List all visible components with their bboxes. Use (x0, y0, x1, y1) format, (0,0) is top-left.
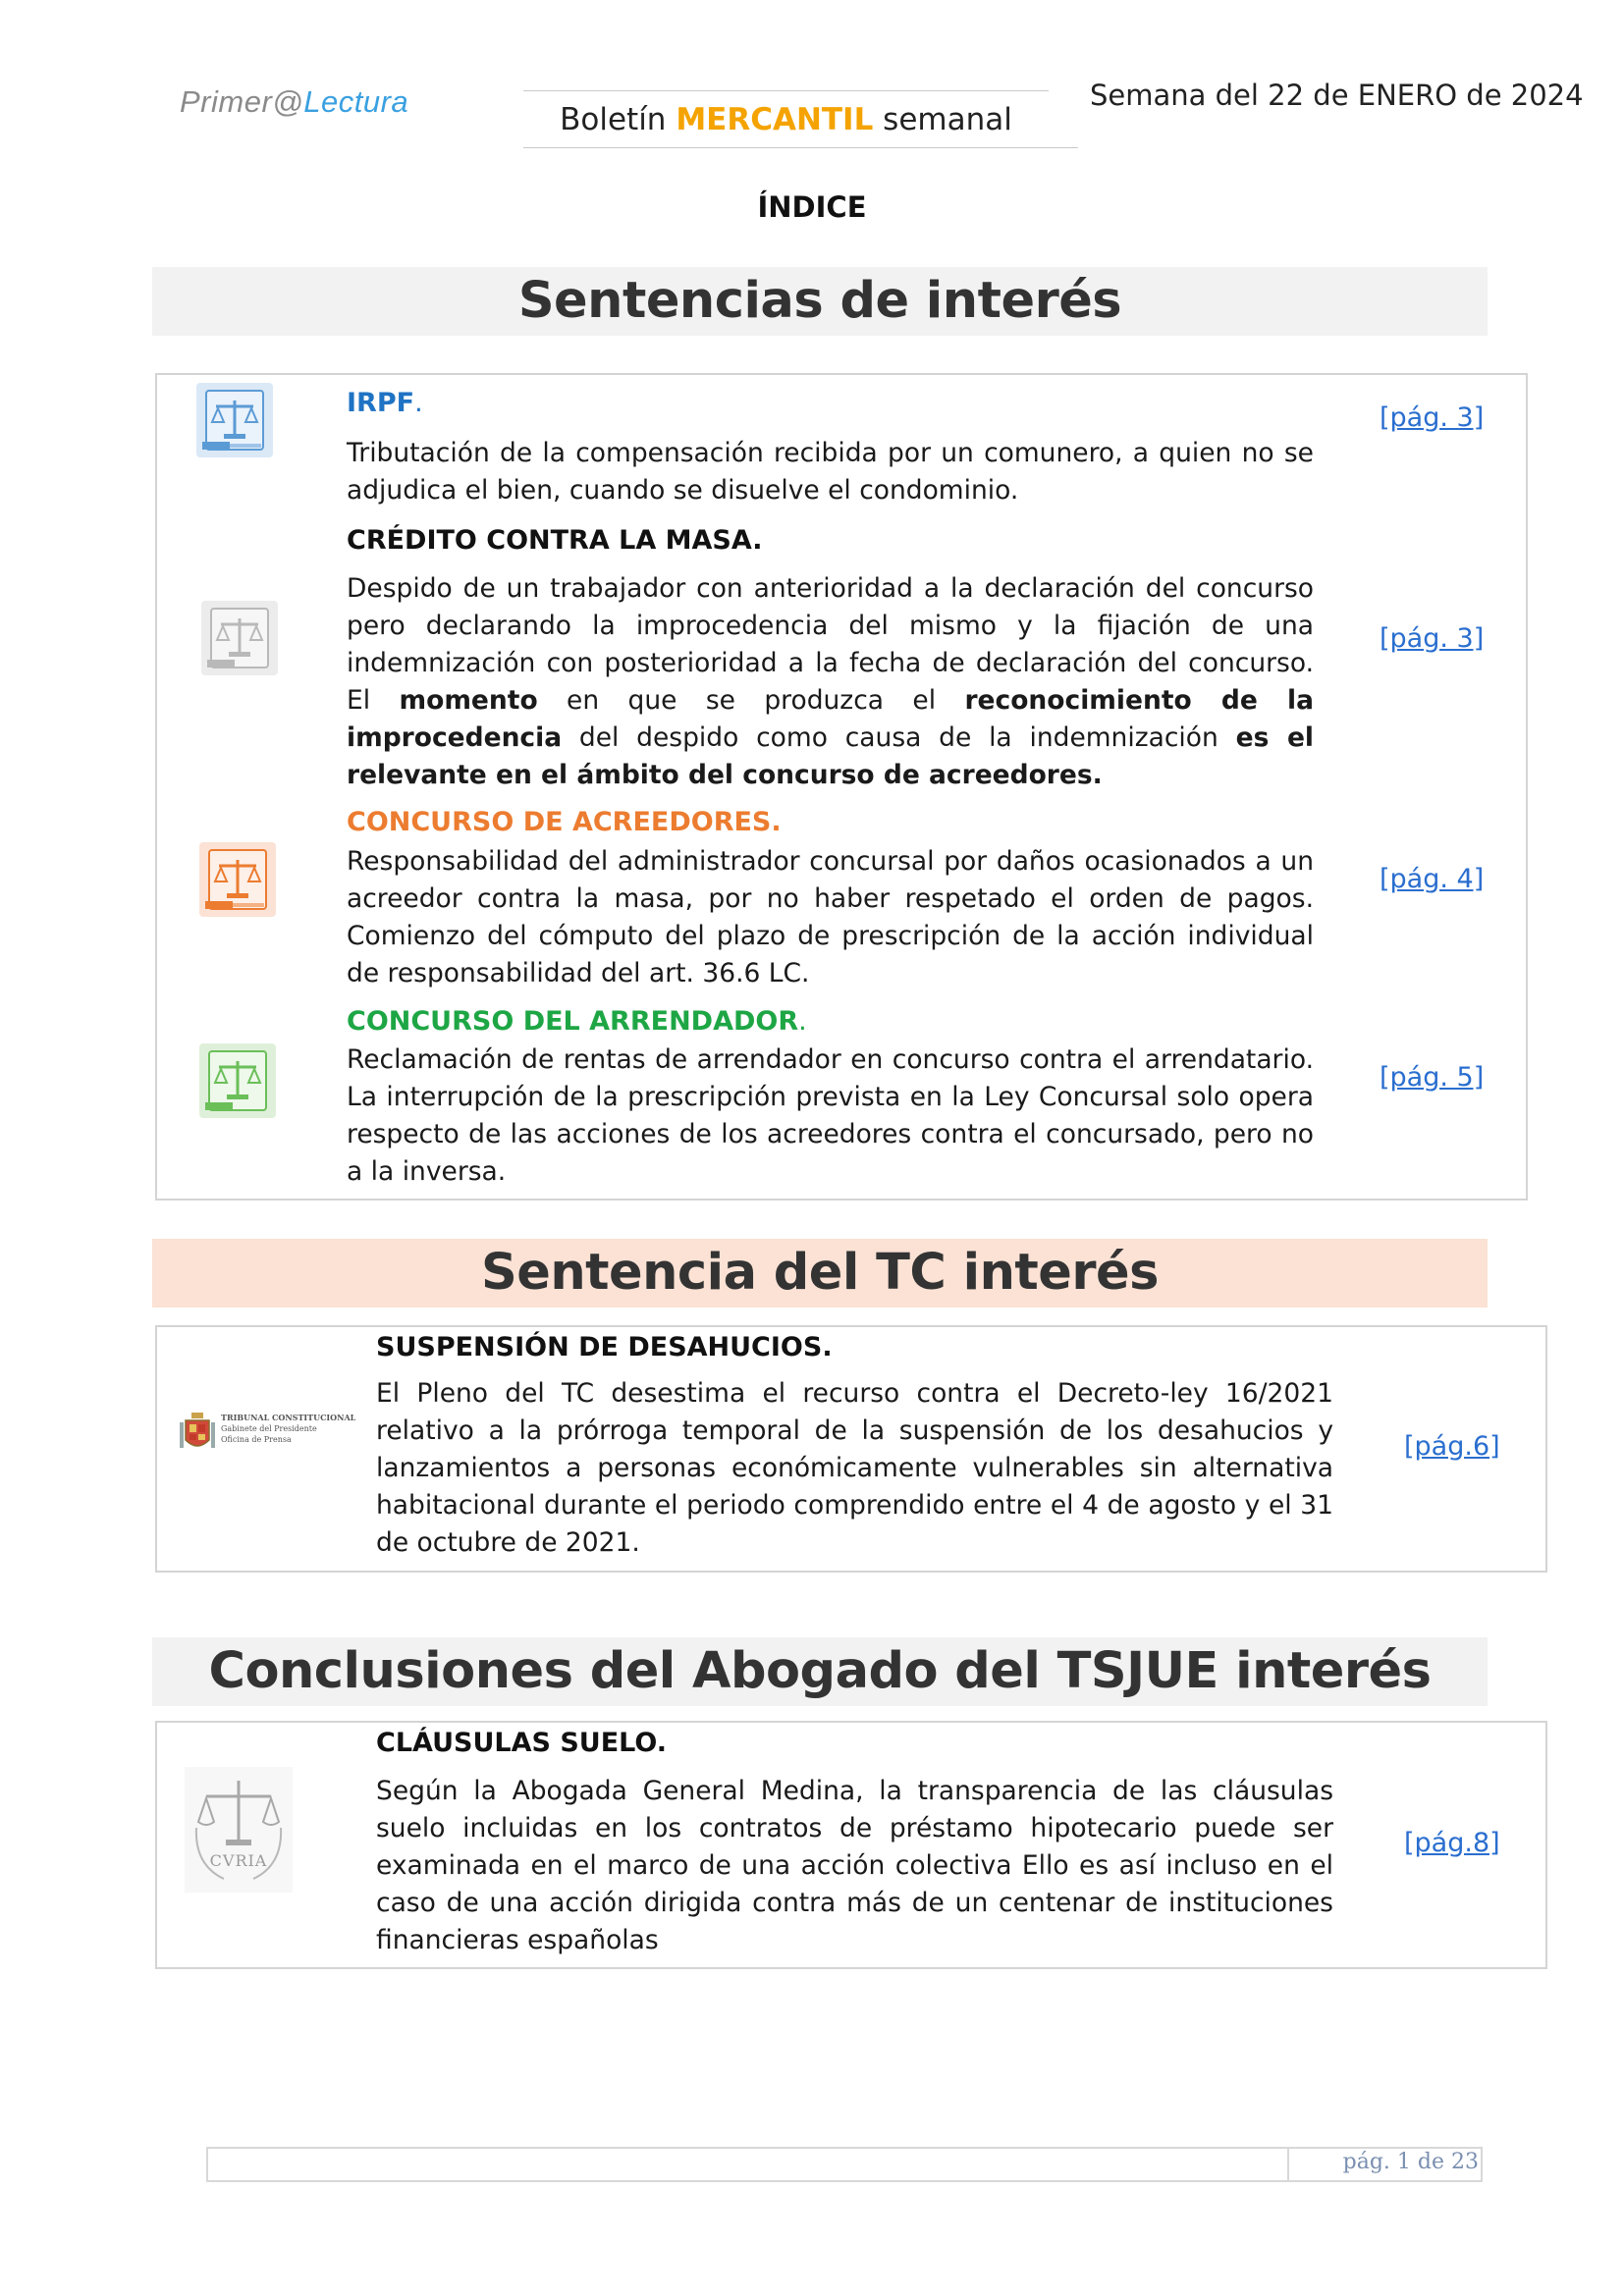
header-line-bottom (523, 147, 1078, 148)
tc-logo (180, 1411, 356, 1455)
brand-part2: Lectura (303, 84, 409, 119)
page-link-clausulas[interactable]: [pág.8] (1404, 1828, 1500, 1858)
item-body-concurso-acreedores: Responsabilidad del administrador concursal por daños ocasionados a un acreedor contra la masa, por no haber respetado el orden de pagos. Comienzo del cómputo del plazo de prescripción de la acción individual de responsabilidad del art. 36.6 LC. (347, 846, 1314, 988)
scales-icon-gray (201, 601, 278, 675)
bulletin-post: semanal (873, 102, 1012, 137)
section-title-sentencias: Sentencias de interés (152, 267, 1488, 336)
item-title-irpf (347, 388, 423, 418)
item-title-credito: CRÉDITO CONTRA LA MASA. (347, 525, 763, 556)
tc-logo-line2: Gabinete del Presidente (221, 1424, 317, 1433)
cvria-emblem-icon (185, 1767, 293, 1893)
item-title-clausulas: CLÁUSULAS SUELO. (376, 1728, 667, 1758)
item-body-credito-part1: Despido de un trabajador con anterioridad a la declaración del concurso pero declarando la improcedencia del mismo y la fijación de una indemnización con posterioridad a la fecha de declaración del concurso. El (347, 573, 1314, 716)
page-link-concurso-arrendador[interactable]: [pág. 5] (1380, 1062, 1485, 1093)
item-body-irpf: Tributación de la compensación recibida por un comunero, a quien no se adjudica el bien, cuando se disuelve el condominio. (347, 438, 1314, 506)
item-title-concurso-arrendador (347, 1006, 807, 1037)
cvria-logo (185, 1767, 293, 1893)
scales-icon-blue (196, 383, 273, 457)
item-title-concurso-arrendador-text: CONCURSO DEL ARRENDADOR (347, 1006, 799, 1037)
page-link-concurso-acreedores[interactable]: [pág. 4] (1380, 864, 1485, 894)
footer-box (206, 2147, 1483, 2182)
header-line-top (523, 90, 1049, 91)
item-title-concurso-acreedores: CONCURSO DE ACREEDORES. (347, 807, 782, 837)
item-body-credito-part2: en que se produzca el (537, 685, 965, 716)
bulletin-title (523, 102, 1049, 137)
cvria-logo-text: CVRIA (209, 1851, 268, 1870)
bulletin-pre: Boletín (560, 102, 677, 137)
item-body-clausulas: Según la Abogada General Medina, la transparencia de las cláusulas suelo incluidas en los contratos de préstamo hipotecario puede ser examinada en el marco de una acción colectiva Ello es así incluso en el caso de una acción dirigida contra más de un centenar de instituciones financieras españolas (376, 1776, 1333, 1955)
item-title-desahucios: SUSPENSIÓN DE DESAHUCIOS. (376, 1332, 833, 1362)
item-body-credito-part3: del despido como causa de la indemnización (562, 722, 1236, 753)
bulletin-accent: MERCANTIL (676, 102, 874, 137)
tc-logo-line3: Oficina de Prensa (221, 1435, 292, 1444)
section-title-tsjue: Conclusiones del Abogado del TSJUE interés (152, 1637, 1488, 1706)
index-title: ÍNDICE (757, 190, 867, 224)
item-body-credito-bold1: momento (399, 685, 538, 716)
page-link-desahucios[interactable]: [pág.6] (1404, 1431, 1500, 1462)
item-body-credito-bold2: reconocimiento de la improcedencia (347, 685, 1314, 753)
coat-of-arms-icon (180, 1411, 215, 1455)
brand-logo (180, 84, 408, 120)
item-title-irpf-suffix: . (414, 388, 423, 418)
footer-divider (1287, 2149, 1289, 2180)
brand-part1: Primer@ (180, 84, 304, 119)
item-body-concurso-arrendador: Reclamación de rentas de arrendador en concurso contra el arrendatario. La interrupción de la prescripción prevista en la Ley Concursal solo opera respecto de las acciones de los acreedores contra el concursado, pero no a la inversa. (347, 1044, 1314, 1187)
week-date: Semana del 22 de ENERO de 2024 (1090, 79, 1584, 112)
tc-logo-line1: TRIBUNAL CONSTITUCIONAL (221, 1413, 356, 1422)
page-link-credito[interactable]: [pág. 3] (1380, 623, 1485, 654)
page-link-irpf[interactable]: [pág. 3] (1380, 402, 1485, 433)
scales-icon-orange (199, 842, 276, 917)
section-title-tc: Sentencia del TC interés (152, 1239, 1488, 1308)
page-number: pág. 1 de 23 (1342, 2150, 1479, 2174)
item-body-credito (347, 570, 1314, 794)
item-body-credito-bold3: es el relevante en el ámbito del concurso de acreedores. (347, 722, 1315, 790)
item-body-desahucios: El Pleno del TC desestima el recurso contra el Decreto-ley 16/2021 relativo a la prórroga temporal de la suspensión de los desahucios y lanzamientos a personas económicamente vulnerables sin alternativa habitacional durante el periodo comprendido entre el 4 de agosto y el 31 de octubre de 2021. (376, 1378, 1333, 1558)
item-title-irpf-text: IRPF (347, 388, 415, 418)
scales-icon-green (199, 1043, 276, 1118)
item-title-concurso-arrendador-suffix: . (798, 1006, 807, 1037)
